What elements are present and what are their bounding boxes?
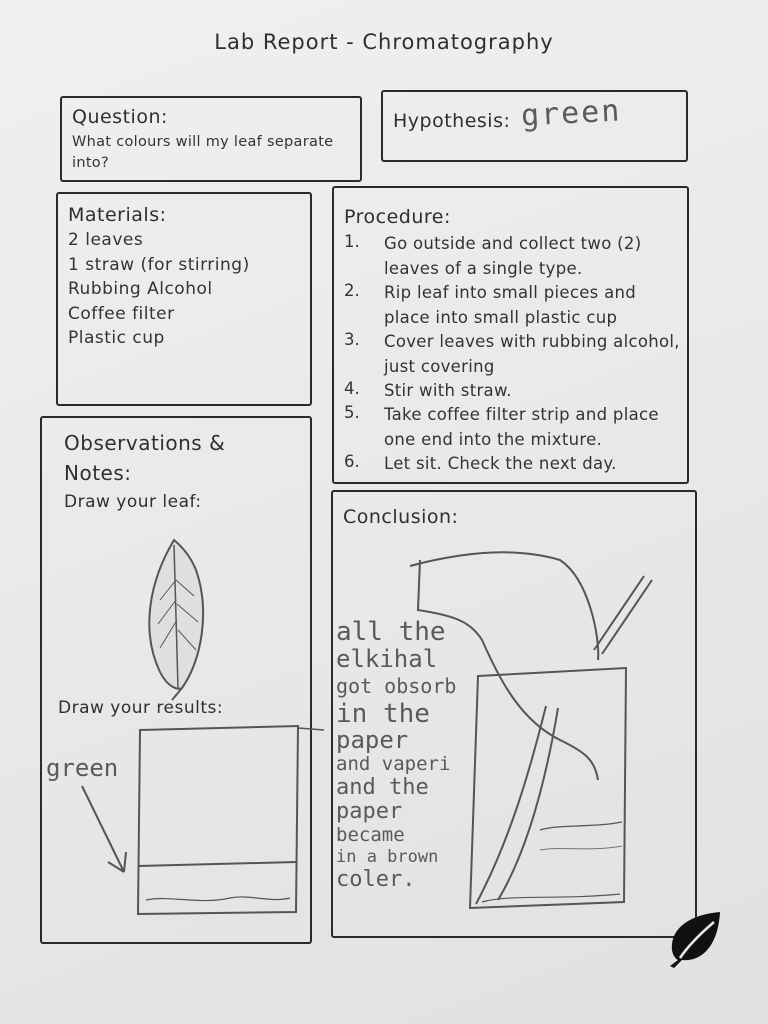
material-item: 2 leaves	[68, 230, 144, 250]
hypothesis-label: Hypothesis:	[393, 110, 511, 132]
procedure-step-number: 6.	[344, 452, 360, 471]
material-item: 1 straw (for stirring)	[68, 254, 250, 275]
material-item: Plastic cup	[68, 328, 165, 348]
conclusion-label: Conclusion:	[343, 506, 459, 528]
question-text: What colours will my leaf separate into?	[72, 134, 334, 171]
material-item: Coffee filter	[68, 303, 175, 324]
conclusion-line: all the	[336, 617, 446, 647]
procedure-step-number: 4.	[344, 379, 360, 398]
draw-results-prompt: Draw your results:	[58, 698, 224, 718]
conclusion-line: and the	[336, 775, 429, 800]
draw-leaf-prompt: Draw your leaf:	[64, 492, 202, 512]
conclusion-line: in a brown	[336, 847, 439, 867]
materials-box	[56, 192, 312, 406]
procedure-step: Rip leaf into small pieces and place into small plastic cup	[384, 283, 637, 327]
materials-list	[68, 228, 250, 351]
page-title: Lab Report - Chromatography	[214, 30, 554, 54]
question-box	[60, 96, 362, 182]
conclusion-line: got obsorb	[336, 674, 457, 698]
conclusion-line: and vaperi	[336, 753, 451, 775]
procedure-step-number: 5.	[344, 403, 360, 422]
conclusion-line: elkihal	[336, 645, 438, 673]
results-color-label: green	[46, 754, 119, 782]
procedure-step: Go outside and collect two (2) leaves of a single type.	[384, 234, 642, 278]
conclusion-line: in the	[336, 699, 430, 729]
observations-label: Observations & Notes:	[64, 431, 226, 485]
conclusion-line: coler.	[336, 867, 416, 892]
conclusion-line: paper	[336, 726, 409, 754]
material-item: Rubbing Alcohol	[68, 279, 213, 299]
hypothesis-box	[381, 90, 688, 162]
question-label: Question:	[72, 106, 168, 128]
procedure-step: Take coffee filter strip and place one end into the mixture.	[384, 405, 659, 449]
procedure-label: Procedure:	[344, 206, 451, 228]
conclusion-handwriting	[336, 618, 476, 892]
procedure-step-number: 3.	[344, 330, 360, 349]
procedure-step: Stir with straw.	[384, 381, 512, 400]
hypothesis-answer: green	[520, 93, 623, 134]
procedure-step: Let sit. Check the next day.	[384, 454, 617, 473]
procedure-step-number: 2.	[344, 281, 360, 300]
materials-label: Materials:	[68, 204, 167, 226]
conclusion-line: became	[336, 824, 405, 846]
conclusion-line: paper	[336, 799, 403, 824]
observations-box	[40, 416, 312, 944]
procedure-step-number: 1.	[344, 232, 360, 251]
procedure-box	[332, 186, 689, 484]
leaf-icon	[666, 908, 726, 968]
procedure-step: Cover leaves with rubbing alcohol, just covering	[384, 332, 680, 376]
